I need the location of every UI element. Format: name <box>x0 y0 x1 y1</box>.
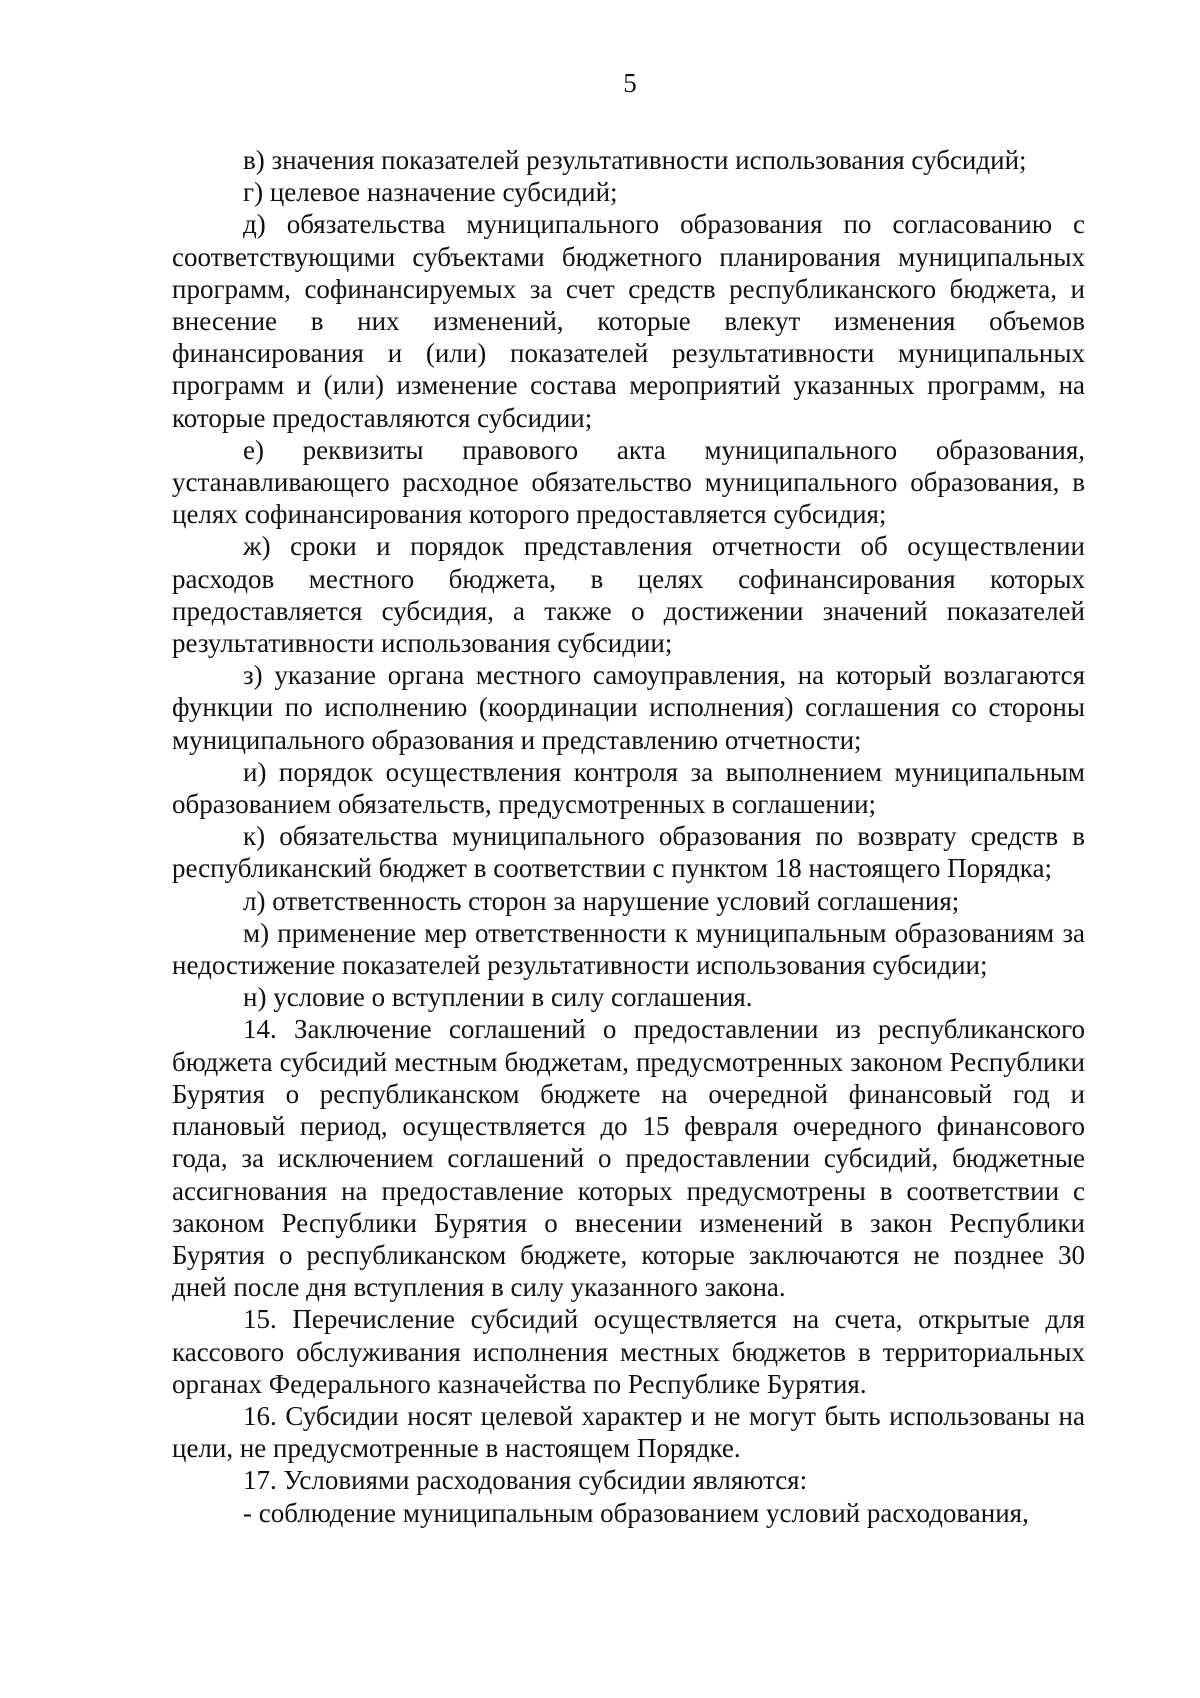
document-body <box>172 144 1085 1529</box>
paragraph-m: м) применение мер ответственности к муниципальным образованиям за недостижение показателей результативности использования субсидии; <box>172 917 1085 981</box>
paragraph-z: з) указание органа местного самоуправления, на который возлагаются функции по исполнению (координации исполнения) соглашения со стороны муниципального образования и представлению отчетности; <box>172 660 1085 755</box>
paragraph-16: 16. Субсидии носят целевой характер и не могут быть использованы на цели, не предусмотренные в настоящем Порядке. <box>172 1400 1085 1464</box>
paragraph-e: е) реквизиты правового акта муниципального образования, устанавливающего расходное обязательство муниципального образования, в целях софинансирования которого предоставляется субсидия; <box>172 434 1085 530</box>
paragraph-d: д) обязательства муниципального образования по согласованию с соответствующими субъектами бюджетного планирования муниципальных программ, софинансируемых за счет средств республиканского бюджета, и внесение в них изменений, которые влекут изменения объемов финансирования и (или) показателей результативности муниципальных программ и (или) изменение состава мероприятий указанных программ, на которые предоставляются субсидии; <box>172 209 1085 433</box>
paragraph-i: и) порядок осуществления контроля за выполнением муниципальным образованием обязательств, предусмотренных в соглашении; <box>172 756 1085 820</box>
paragraph-l: л) ответственность сторон за нарушение условий соглашения; <box>243 885 960 916</box>
paragraph-v: в) значения показателей результативности использования субсидий; <box>243 145 1027 175</box>
paragraph-g: г) целевое назначение субсидий; <box>243 177 618 208</box>
paragraph-k: к) обязательства муниципального образования по возврату средств в республиканский бюджет в соответствии с пунктом 18 настоящего Порядка; <box>172 821 1085 884</box>
page-number: 5 <box>623 68 637 98</box>
paragraph-17: 17. Условиями расходования субсидии являются: <box>243 1465 808 1496</box>
paragraph-17-condition: - соблюдение муниципальным образованием условий расходования, <box>243 1497 1029 1528</box>
paragraph-14: 14. Заключение соглашений о предоставлении из республиканского бюджета субсидий местным бюджетам, предусмотренных законом Республики Бурятия о республиканском бюджете на очередной финансовый год и плановый период, осуществляется до 15 февраля очередного финансового года, за исключением соглашений о предоставлении субсидий, бюджетные ассигнования на предоставление которых предусмотрены в соответствии с законом Республики Бурятия о внесении изменений в закон Республики Бурятия о республиканском бюджете, которые заключаются не позднее 30 дней после дня вступления в силу указанного закона. <box>172 1014 1085 1303</box>
paragraph-15: 15. Перечисление субсидий осуществляется на счета, открытые для кассового обслуживания исполнения местных бюджетов в территориальных органах Федерального казначейства по Республике Бурятия. <box>172 1304 1085 1399</box>
paragraph-n: н) условие о вступлении в силу соглашения. <box>243 982 753 1013</box>
paragraph-zh: ж) сроки и порядок представления отчетности об осуществлении расходов местного бюджета, в целях софинансирования которых предоставляется субсидия, а также о достижении значений показателей результативности использования субсидии; <box>172 531 1085 659</box>
